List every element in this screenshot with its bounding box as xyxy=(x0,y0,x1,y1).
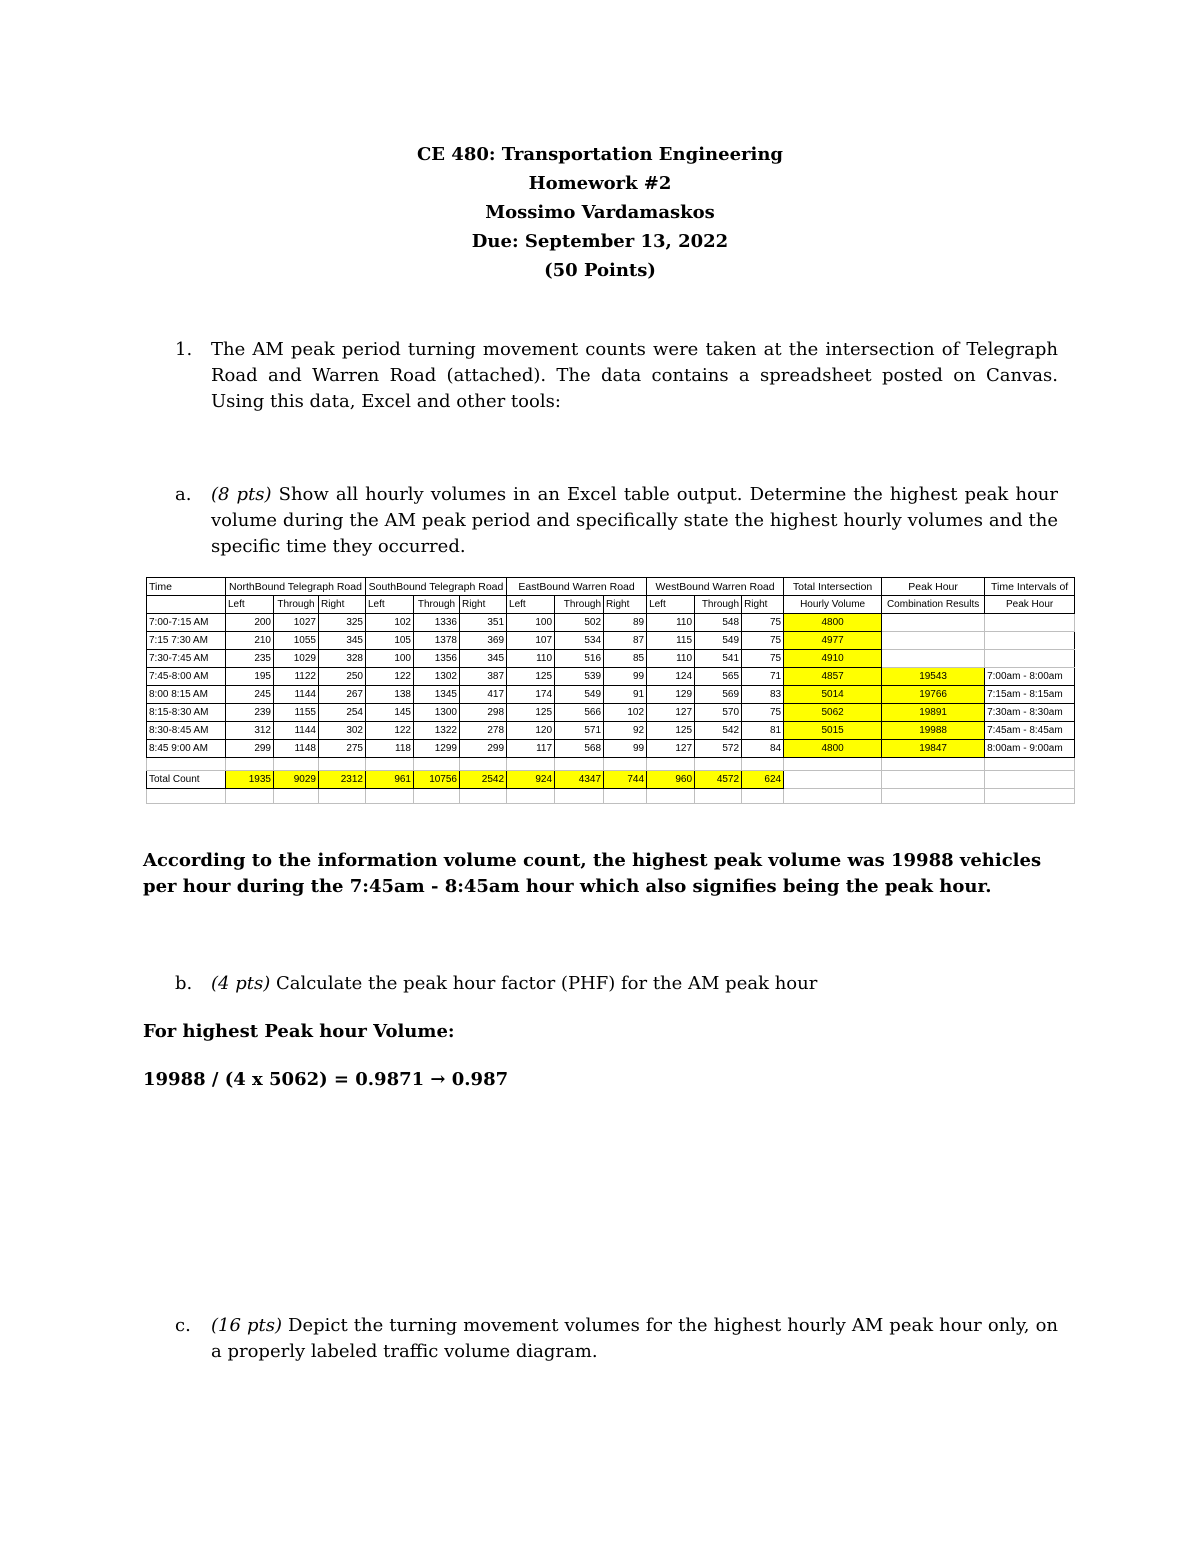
volume-cell: 100 xyxy=(507,614,555,632)
volume-cell: 75 xyxy=(742,632,784,650)
through-subheader: Through xyxy=(274,596,319,614)
time-cell: 7:00-7:15 AM xyxy=(147,614,226,632)
through-subheader: Through xyxy=(414,596,460,614)
volume-cell: 312 xyxy=(226,722,274,740)
volume-cell: 145 xyxy=(366,704,414,722)
peak-hour-subheader: Combination Results xyxy=(882,596,985,614)
hourly-total-cell: 4910 xyxy=(784,650,882,668)
volume-cell: 122 xyxy=(366,668,414,686)
table-row xyxy=(147,740,1075,758)
peak-hour-cell: 19543 xyxy=(882,668,985,686)
hourly-total-cell: 4857 xyxy=(784,668,882,686)
empty-cell xyxy=(985,614,1075,632)
total-volume-subheader: Hourly Volume xyxy=(784,596,882,614)
volume-cell: 549 xyxy=(555,686,604,704)
due-date: Due: September 13, 2022 xyxy=(471,231,729,252)
volume-cell: 351 xyxy=(460,614,507,632)
volume-cell: 100 xyxy=(366,650,414,668)
total-count-cell: 961 xyxy=(366,771,414,789)
left-subheader: Left xyxy=(226,596,274,614)
volume-cell: 99 xyxy=(604,668,647,686)
volume-cell: 115 xyxy=(647,632,695,650)
time-cell: 8:30-8:45 AM xyxy=(147,722,226,740)
part-a-prompt: Show all hourly volumes in an Excel table output. Determine the highest peak hour volume during the AM peak period and specifically state the highest hourly volumes and the specific time they occurred. xyxy=(211,484,1058,557)
volume-cell: 534 xyxy=(555,632,604,650)
volume-cell: 117 xyxy=(507,740,555,758)
question-1-text: The AM peak period turning movement counts were taken at the intersection of Telegraph Road and Warren Road (attached). The data contains a spreadsheet posted on Canvas. Using this data, Excel and other tools: xyxy=(211,339,1058,412)
part-c-letter: c. xyxy=(175,1315,191,1336)
volume-cell: 1378 xyxy=(414,632,460,650)
table-spacer-row xyxy=(147,758,1075,771)
part-a xyxy=(0,482,1200,562)
total-count-cell: 744 xyxy=(604,771,647,789)
volume-cell: 572 xyxy=(695,740,742,758)
time-interval-subheader: Peak Hour xyxy=(985,596,1075,614)
volume-cell: 542 xyxy=(695,722,742,740)
part-b-prompt: Calculate the peak hour factor (PHF) for the AM peak hour xyxy=(270,973,818,994)
part-b-text xyxy=(211,971,1058,997)
volume-cell: 548 xyxy=(695,614,742,632)
eastbound-header: EastBound Warren Road xyxy=(507,578,647,596)
volume-cell: 298 xyxy=(460,704,507,722)
empty-cell xyxy=(882,650,985,668)
total-count-row xyxy=(147,771,1075,789)
time-cell: 7:15 7:30 AM xyxy=(147,632,226,650)
left-subheader: Left xyxy=(507,596,555,614)
volume-cell: 566 xyxy=(555,704,604,722)
total-count-cell: 2312 xyxy=(319,771,366,789)
volume-cell: 138 xyxy=(366,686,414,704)
course-title: CE 480: Transportation Engineering xyxy=(416,144,784,165)
table-row xyxy=(147,686,1075,704)
peak-hour-cell: 19988 xyxy=(882,722,985,740)
hourly-total-cell: 5062 xyxy=(784,704,882,722)
northbound-header: NorthBound Telegraph Road xyxy=(226,578,366,596)
volume-cell: 118 xyxy=(366,740,414,758)
hourly-total-cell: 5014 xyxy=(784,686,882,704)
volume-cell: 99 xyxy=(604,740,647,758)
hourly-total-cell: 4800 xyxy=(784,614,882,632)
part-a-text xyxy=(211,482,1058,560)
table-row xyxy=(147,704,1075,722)
part-b-letter: b. xyxy=(175,973,193,994)
question-1 xyxy=(0,337,1200,417)
volume-cell: 1122 xyxy=(274,668,319,686)
part-c-prompt: Depict the turning movement volumes for the highest hourly AM peak hour only, on a properly labeled traffic volume diagram. xyxy=(211,1315,1059,1362)
volume-cell: 174 xyxy=(507,686,555,704)
volume-cell: 328 xyxy=(319,650,366,668)
volume-cell: 539 xyxy=(555,668,604,686)
right-subheader: Right xyxy=(604,596,647,614)
volume-cell: 83 xyxy=(742,686,784,704)
total-count-cell: 4347 xyxy=(555,771,604,789)
table-row xyxy=(147,722,1075,740)
question-1-number: 1. xyxy=(175,339,193,360)
volume-cell: 127 xyxy=(647,704,695,722)
time-cell: 7:30-7:45 AM xyxy=(147,650,226,668)
volume-cell: 110 xyxy=(507,650,555,668)
time-cell: 8:00 8:15 AM xyxy=(147,686,226,704)
table-row xyxy=(147,614,1075,632)
empty-cell xyxy=(882,614,985,632)
volume-cell: 125 xyxy=(647,722,695,740)
volume-cell: 254 xyxy=(319,704,366,722)
volume-cell: 417 xyxy=(460,686,507,704)
part-b-points: (4 pts) xyxy=(211,973,271,994)
volume-cell: 102 xyxy=(366,614,414,632)
peak-hour-cell: 19847 xyxy=(882,740,985,758)
part-a-letter: a. xyxy=(175,484,192,505)
volume-cell: 110 xyxy=(647,614,695,632)
volume-cell: 302 xyxy=(319,722,366,740)
total-count-cell: 9029 xyxy=(274,771,319,789)
table-row xyxy=(147,650,1075,668)
document-header xyxy=(0,140,1200,285)
volume-cell: 568 xyxy=(555,740,604,758)
volume-cell: 549 xyxy=(695,632,742,650)
volume-cell: 245 xyxy=(226,686,274,704)
volume-cell: 1356 xyxy=(414,650,460,668)
volume-cell: 195 xyxy=(226,668,274,686)
part-c xyxy=(0,1313,1200,1373)
hourly-total-cell: 4977 xyxy=(784,632,882,650)
volume-cell: 267 xyxy=(319,686,366,704)
volume-cell: 235 xyxy=(226,650,274,668)
time-header: Time xyxy=(147,578,226,596)
westbound-header: WestBound Warren Road xyxy=(647,578,784,596)
volume-cell: 1155 xyxy=(274,704,319,722)
part-b-answer-label: For highest Peak hour Volume: xyxy=(143,1021,455,1042)
total-count-cell: 624 xyxy=(742,771,784,789)
total-count-cell: 2542 xyxy=(460,771,507,789)
total-count-cell: 10756 xyxy=(414,771,460,789)
volume-cell: 85 xyxy=(604,650,647,668)
volume-cell: 105 xyxy=(366,632,414,650)
volume-cell: 325 xyxy=(319,614,366,632)
volume-cell: 565 xyxy=(695,668,742,686)
student-name: Mossimo Vardamaskos xyxy=(485,202,715,223)
volume-cell: 75 xyxy=(742,650,784,668)
volume-cell: 75 xyxy=(742,614,784,632)
volume-cell: 570 xyxy=(695,704,742,722)
volume-cell: 210 xyxy=(226,632,274,650)
volume-cell: 1300 xyxy=(414,704,460,722)
table-body xyxy=(147,614,1075,758)
hourly-total-cell: 4800 xyxy=(784,740,882,758)
volume-cell: 200 xyxy=(226,614,274,632)
right-subheader: Right xyxy=(460,596,507,614)
total-count-label: Total Count xyxy=(147,771,226,789)
hourly-volume-table xyxy=(146,577,1075,804)
volume-cell: 1345 xyxy=(414,686,460,704)
volume-cell: 345 xyxy=(460,650,507,668)
volume-cell: 107 xyxy=(507,632,555,650)
volume-cell: 1302 xyxy=(414,668,460,686)
table-subheader-row xyxy=(147,596,1075,614)
volume-cell: 84 xyxy=(742,740,784,758)
volume-cell: 110 xyxy=(647,650,695,668)
volume-cell: 502 xyxy=(555,614,604,632)
volume-cell: 120 xyxy=(507,722,555,740)
volume-cell: 387 xyxy=(460,668,507,686)
volume-cell: 1299 xyxy=(414,740,460,758)
table-row xyxy=(147,668,1075,686)
volume-cell: 275 xyxy=(319,740,366,758)
volume-cell: 278 xyxy=(460,722,507,740)
part-a-answer: According to the information volume count, the highest peak volume was 19988 vehicles per hour during the 7:45am - 8:45am hour which also signifies being the peak hour. xyxy=(143,850,1042,897)
total-count-cell: 924 xyxy=(507,771,555,789)
volume-cell: 369 xyxy=(460,632,507,650)
part-c-text xyxy=(211,1313,1058,1365)
table-header-row xyxy=(147,578,1075,596)
time-interval-header: Time Intervals of xyxy=(985,578,1075,596)
right-subheader: Right xyxy=(319,596,366,614)
peak-hour-cell: 19766 xyxy=(882,686,985,704)
volume-cell: 102 xyxy=(604,704,647,722)
peak-hour-cell: 19891 xyxy=(882,704,985,722)
empty-cell xyxy=(985,771,1075,789)
right-subheader: Right xyxy=(742,596,784,614)
volume-cell: 122 xyxy=(366,722,414,740)
volume-cell: 299 xyxy=(226,740,274,758)
time-interval-cell: 8:00am - 9:00am xyxy=(985,740,1075,758)
part-b xyxy=(0,971,1200,1001)
empty-cell xyxy=(882,632,985,650)
part-a-points: (8 pts) xyxy=(211,484,272,505)
volume-cell: 541 xyxy=(695,650,742,668)
volume-cell: 345 xyxy=(319,632,366,650)
volume-cell: 569 xyxy=(695,686,742,704)
homework-title: Homework #2 xyxy=(528,173,672,194)
volume-cell: 125 xyxy=(507,704,555,722)
empty-cell xyxy=(985,632,1075,650)
volume-cell: 71 xyxy=(742,668,784,686)
volume-cell: 75 xyxy=(742,704,784,722)
left-subheader: Left xyxy=(366,596,414,614)
volume-cell: 1148 xyxy=(274,740,319,758)
volume-cell: 1055 xyxy=(274,632,319,650)
volume-cell: 81 xyxy=(742,722,784,740)
time-interval-cell: 7:15am - 8:15am xyxy=(985,686,1075,704)
time-interval-cell: 7:45am - 8:45am xyxy=(985,722,1075,740)
volume-cell: 1322 xyxy=(414,722,460,740)
table-row xyxy=(147,632,1075,650)
total-points: (50 Points) xyxy=(544,260,656,281)
volume-cell: 239 xyxy=(226,704,274,722)
time-cell: 7:45-8:00 AM xyxy=(147,668,226,686)
volume-cell: 127 xyxy=(647,740,695,758)
hourly-total-cell: 5015 xyxy=(784,722,882,740)
southbound-header: SouthBound Telegraph Road xyxy=(366,578,507,596)
time-interval-cell: 7:00am - 8:00am xyxy=(985,668,1075,686)
empty-cell xyxy=(784,771,882,789)
volume-cell: 91 xyxy=(604,686,647,704)
through-subheader: Through xyxy=(555,596,604,614)
volume-cell: 92 xyxy=(604,722,647,740)
volume-cell: 1336 xyxy=(414,614,460,632)
empty-cell xyxy=(985,650,1075,668)
volume-cell: 1144 xyxy=(274,722,319,740)
volume-cell: 1027 xyxy=(274,614,319,632)
volume-cell: 299 xyxy=(460,740,507,758)
part-c-points: (16 pts) xyxy=(211,1315,282,1336)
volume-cell: 516 xyxy=(555,650,604,668)
total-volume-header: Total Intersection xyxy=(784,578,882,596)
total-count-cell: 1935 xyxy=(226,771,274,789)
volume-cell: 125 xyxy=(507,668,555,686)
volume-cell: 89 xyxy=(604,614,647,632)
volume-cell: 571 xyxy=(555,722,604,740)
volume-cell: 124 xyxy=(647,668,695,686)
empty-cell xyxy=(882,771,985,789)
total-count-cell: 4572 xyxy=(695,771,742,789)
phf-formula: 19988 / (4 x 5062) = 0.9871 → 0.987 xyxy=(143,1069,509,1090)
time-cell: 8:45 9:00 AM xyxy=(147,740,226,758)
volume-cell: 250 xyxy=(319,668,366,686)
total-count-cell: 960 xyxy=(647,771,695,789)
left-subheader: Left xyxy=(647,596,695,614)
volume-cell: 1029 xyxy=(274,650,319,668)
volume-cell: 1144 xyxy=(274,686,319,704)
volume-cell: 87 xyxy=(604,632,647,650)
volume-cell: 129 xyxy=(647,686,695,704)
time-interval-cell: 7:30am - 8:30am xyxy=(985,704,1075,722)
peak-hour-header: Peak Hour xyxy=(882,578,985,596)
through-subheader: Through xyxy=(695,596,742,614)
time-cell: 8:15-8:30 AM xyxy=(147,704,226,722)
table-bottom-row xyxy=(147,789,1075,804)
empty-cell xyxy=(147,596,226,614)
